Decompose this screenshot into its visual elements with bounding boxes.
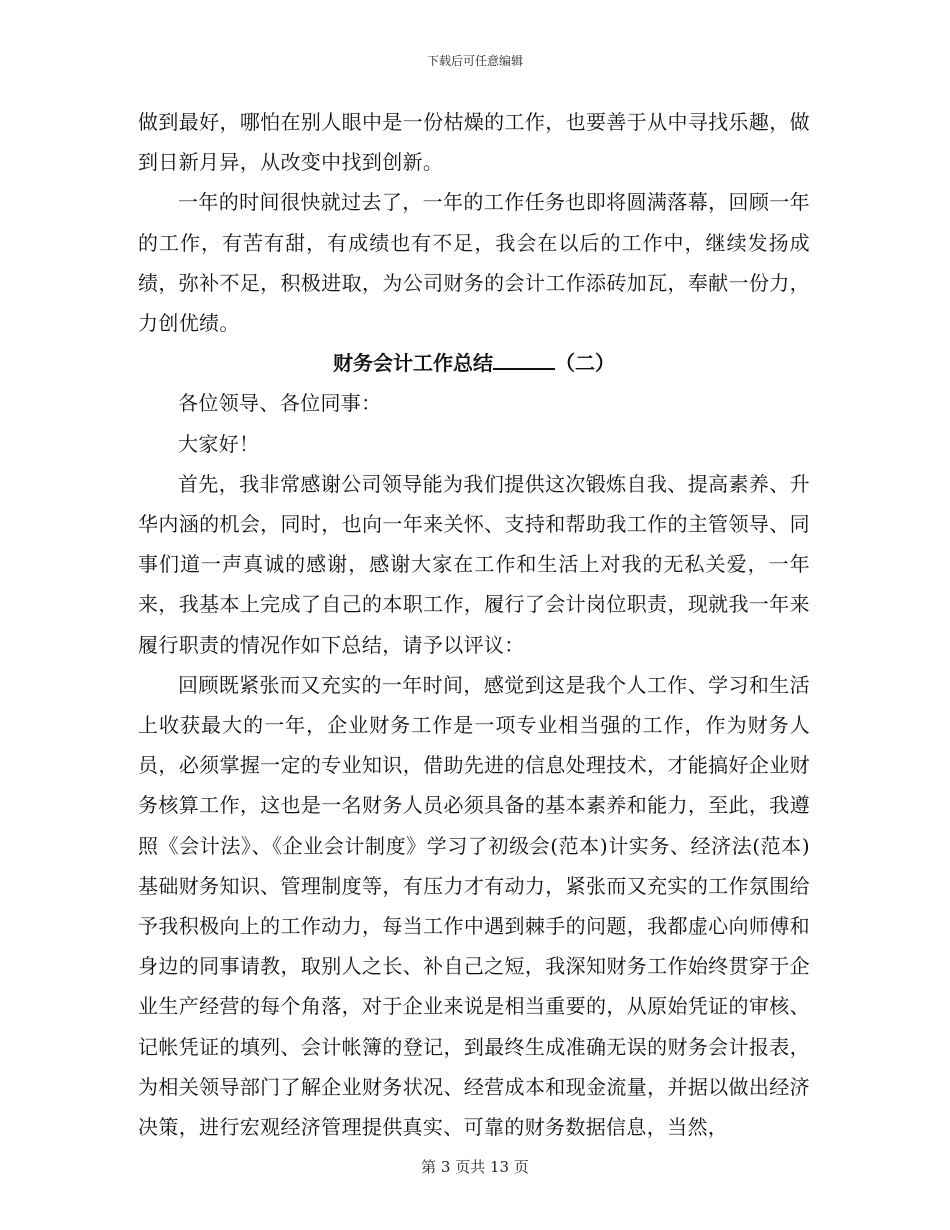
section-title: [138, 343, 810, 383]
greeting: 各位领导、各位同事：: [178, 391, 382, 416]
paragraph-4: 回顾既紧张而又充实的一年时间，感觉到这是我个人工作、学习和生活上收获最大的一年，企业财务工作是一项专业相当强的工作，作为财务人员，必须掌握一定的专业知识，借助先进的信息处理技术，才能搞好企业财务核算工作，这也是一名财务人员必须具备的基本素养和能力，至此，我遵照《会计法》、《企业会计制度》学习了初级会(范本)计实务、经济法(范本)基础财务知识、管理制度等，有压力才有动力，紧张而又充实的工作氛围给予我积极向上的工作动力，每当工作中遇到棘手的问题，我都虚心向师傅和身边的同事请教，取别人之长、补自己之短，我深知财务工作始终贯穿于企业生产经营的每个角落，对于企业来说是相当重要的，从原始凭证的审核、记帐凭证的填列、会计帐簿的登记，到最终生成准确无误的财务会计报表，为相关领导部门了解企业财务状况、经营成本和现金流量，并据以做出经济决策，进行宏观经济管理提供真实、可靠的财务数据信息，当然，: [138, 672, 810, 1140]
page-footer: 第 3 页共 13 页: [421, 1158, 529, 1176]
section-title-text: 财务会计工作总结: [333, 351, 493, 376]
hello: 大家好！: [178, 431, 260, 456]
page-header: 下载后可任意编辑: [426, 54, 523, 68]
document-body: [138, 102, 810, 1147]
title-blank-underline: [493, 350, 555, 370]
paragraph-2: 一年的时间很快就过去了，一年的工作任务也即将圆满落幕，回顾一年的工作，有苦有甜，有成绩也有不足，我会在以后的工作中，继续发扬成绩，弥补不足，积极进取，为公司财务的会计工作添砖加瓦，奉献一份力，力创优绩。: [138, 190, 810, 336]
paragraph-1: 做到最好，哪怕在别人眼中是一份枯燥的工作，也要善于从中寻找乐趣，做到日新月异，从改变中找到创新。: [138, 110, 810, 175]
paragraph-3: 首先，我非常感谢公司领导能为我们提供这次锻炼自我、提高素养、升华内涵的机会，同时，也向一年来关怀、支持和帮助我工作的主管领导、同事们道一声真诚的感谢，感谢大家在工作和生活上对我的无私关爱，一年来，我基本上完成了自己的本职工作，履行了会计岗位职责，现就我一年来履行职责的情况作如下总结，请予以评议：: [138, 471, 810, 657]
section-title-suffix: （二）: [555, 351, 615, 376]
